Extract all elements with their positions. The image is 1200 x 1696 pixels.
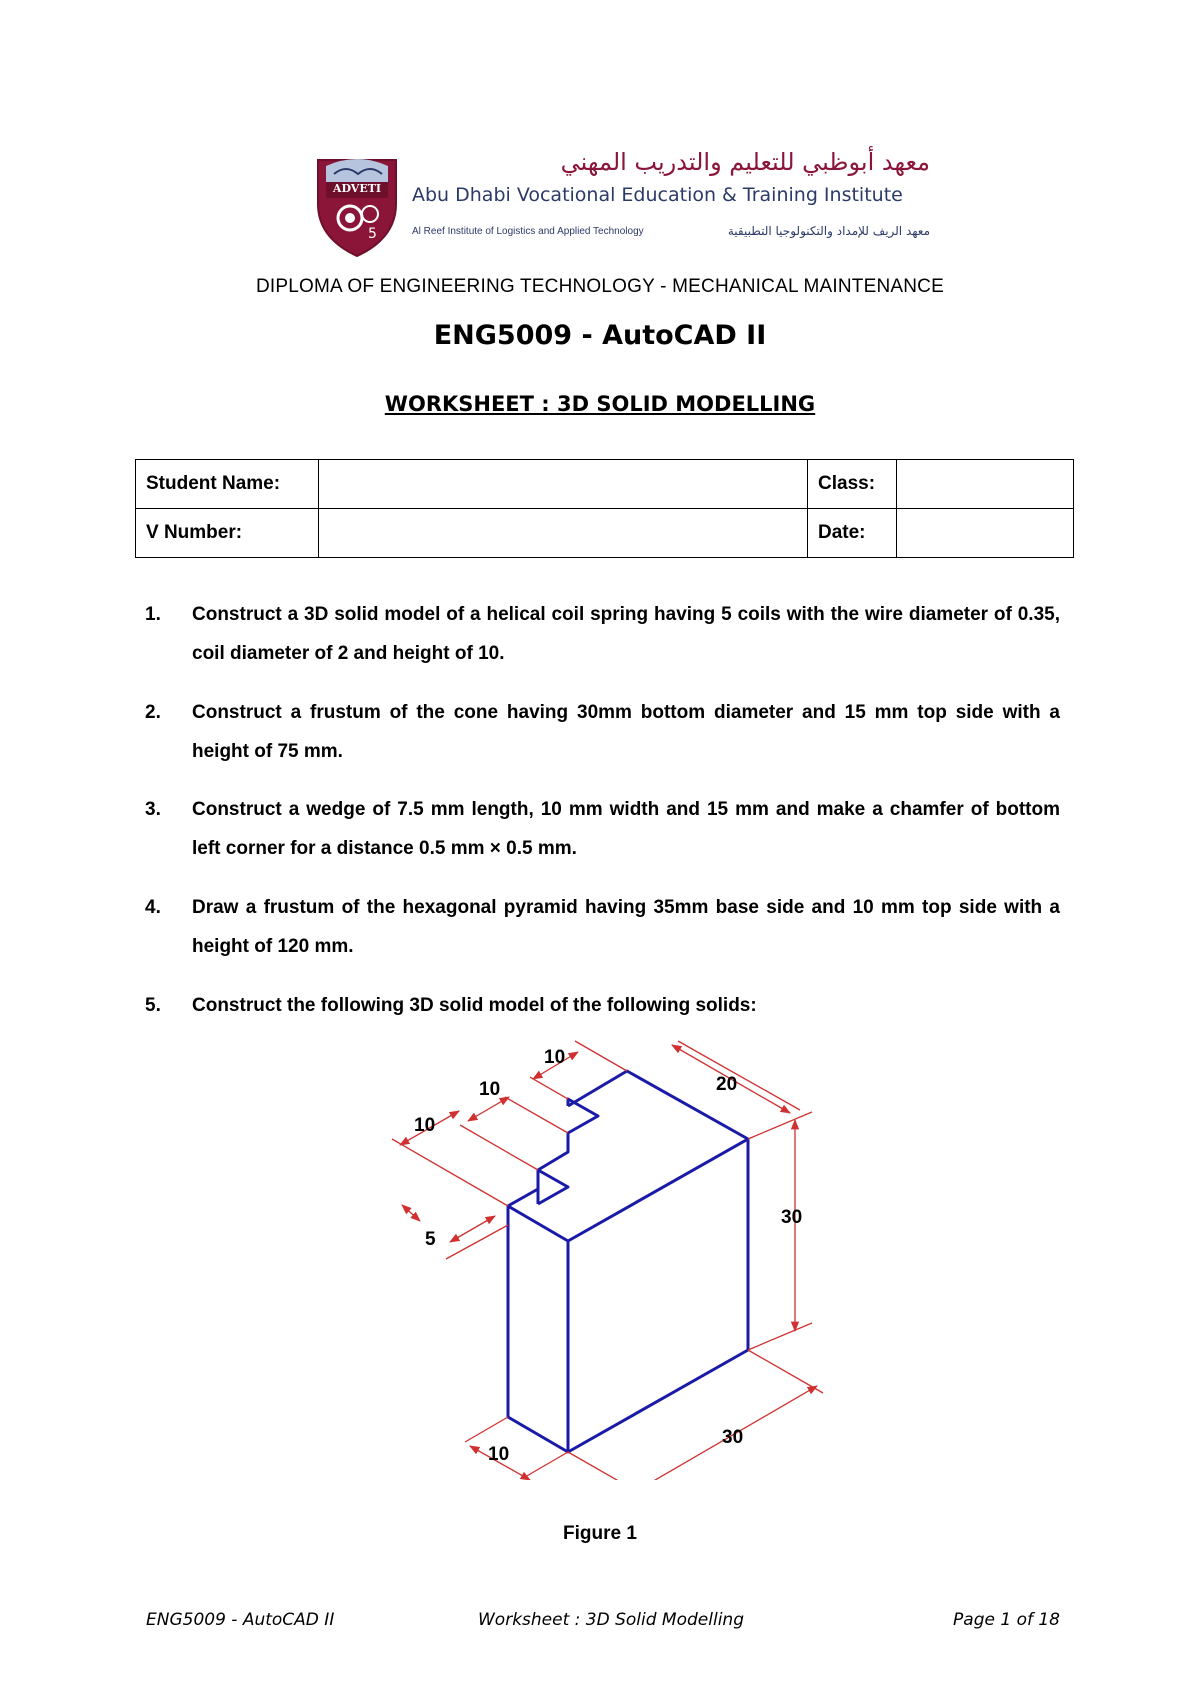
isometric-drawing — [370, 1030, 830, 1480]
question-number: 1. — [145, 604, 161, 625]
dim-label: 10 — [414, 1115, 436, 1136]
subtitle-english: Al Reef Institute of Logistics and Applied Technology — [412, 226, 644, 237]
question-number: 5. — [145, 995, 161, 1016]
question-number: 4. — [145, 897, 161, 918]
question-text: Construct a 3D solid model of a helical coil spring having 5 coils with the wire diameter of 0.35, coil diameter of 2 and height of 10. — [192, 604, 1060, 664]
student-name-field[interactable] — [319, 460, 808, 509]
footer-page-number: Page 1 of 18 — [953, 1610, 1060, 1630]
date-label: Date: — [808, 509, 897, 558]
institute-logo — [312, 146, 930, 258]
institute-arabic-name: معهد أبوظبي للتعليم والتدريب المهني — [560, 148, 930, 176]
institute-subtitle — [412, 224, 930, 244]
subtitle-arabic: معهد الريف للإمداد والتكنولوجيا التطبيقية — [727, 224, 930, 238]
table-row — [136, 509, 1074, 558]
question-5 — [145, 986, 1060, 1025]
question-text: Draw a frustum of the hexagonal pyramid having 35mm base side and 10 mm top side with a height of 120 mm. — [192, 897, 1060, 957]
table-row — [136, 460, 1074, 509]
svg-text:5: 5 — [368, 226, 377, 242]
question-3 — [145, 790, 1060, 868]
dim-label: 30 — [781, 1207, 803, 1228]
dim-label: 10 — [488, 1444, 510, 1465]
advet-crest-icon — [312, 146, 402, 258]
v-number-label: V Number: — [136, 509, 319, 558]
footer-title: Worksheet : 3D Solid Modelling — [478, 1610, 744, 1630]
question-number: 3. — [145, 799, 161, 820]
date-field[interactable] — [897, 509, 1074, 558]
dim-label: 5 — [425, 1229, 436, 1250]
worksheet-title: WORKSHEET : 3D SOLID MODELLING — [384, 392, 816, 416]
student-name-label: Student Name: — [136, 460, 319, 509]
dim-label: 10 — [479, 1079, 501, 1100]
institute-english-name: Abu Dhabi Vocational Education & Training Institute — [412, 184, 903, 206]
question-4 — [145, 888, 1060, 966]
figure-caption: Figure 1 — [563, 1523, 637, 1544]
question-text: Construct the following 3D solid model of the following solids: — [192, 995, 757, 1016]
class-label: Class: — [808, 460, 897, 509]
question-number: 2. — [145, 702, 161, 723]
dim-label: 30 — [722, 1427, 744, 1448]
question-text: Construct a wedge of 7.5 mm length, 10 mm width and 15 mm and make a chamfer of bottom left corner for a distance 0.5 mm × 0.5 mm. — [192, 799, 1060, 859]
question-1 — [145, 595, 1060, 673]
student-info-table — [135, 459, 1074, 558]
program-title: DIPLOMA OF ENGINEERING TECHNOLOGY - MECHANICAL MAINTENANCE — [256, 276, 944, 297]
dimension-lines — [392, 1041, 823, 1480]
question-2 — [145, 693, 1060, 771]
class-field[interactable] — [897, 460, 1074, 509]
dim-label: 10 — [544, 1047, 566, 1068]
solid-outline — [508, 1071, 748, 1452]
question-text: Construct a frustum of the cone having 30mm bottom diameter and 15 mm top side with a height of 75 mm. — [192, 702, 1060, 762]
course-title: ENG5009 - AutoCAD II — [433, 320, 767, 351]
crest-label: ADVETI — [332, 182, 382, 195]
dim-label: 20 — [716, 1074, 738, 1095]
footer-course: ENG5009 - AutoCAD II — [146, 1610, 335, 1630]
v-number-field[interactable] — [319, 509, 808, 558]
